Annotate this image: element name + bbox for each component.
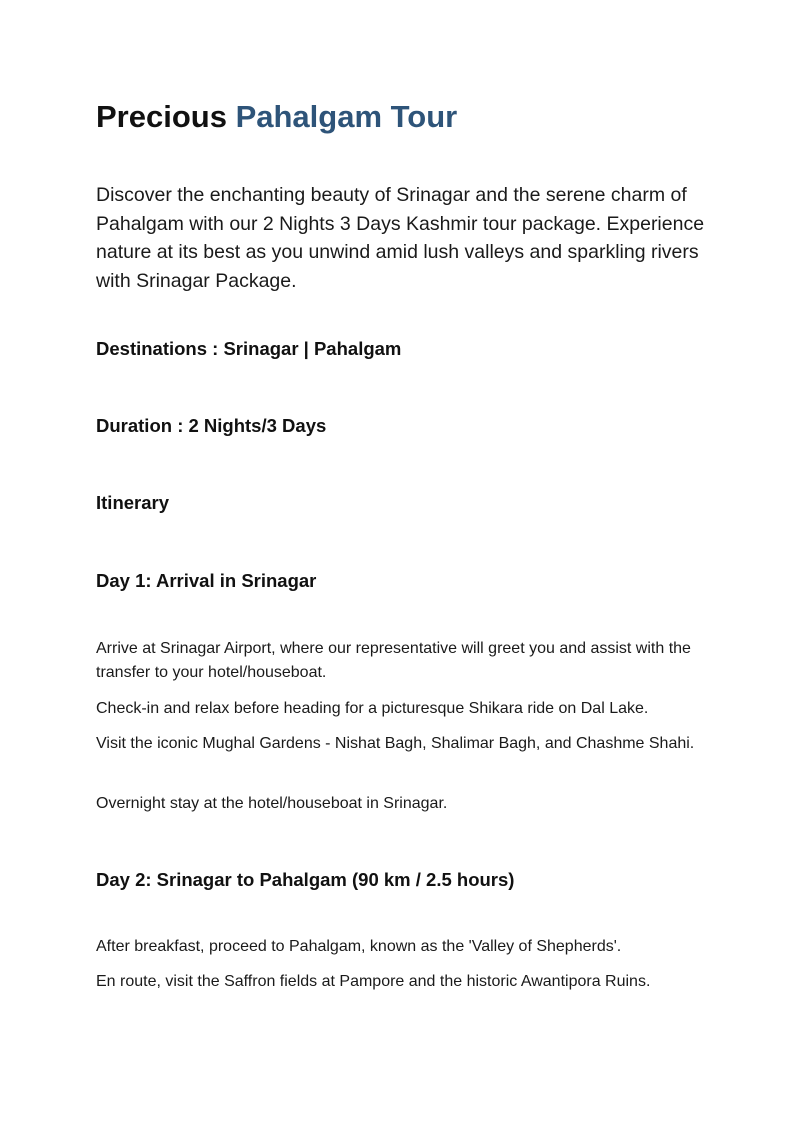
day-1-item: Overnight stay at the hotel/houseboat in Srinagar. [96,795,448,812]
day-1-item: Visit the iconic Mughal Gardens - Nishat Bagh, Shalimar Bagh, and Chashme Shahi. [96,735,695,752]
destinations-heading: Destinations : Srinagar | Pahalgam [96,338,402,359]
day-1-heading: Day 1: Arrival in Srinagar [96,570,317,591]
title-prefix: Precious [96,99,227,134]
title-accent: Pahalgam Tour [235,99,458,134]
duration-heading: Duration : 2 Nights/3 Days [96,415,327,436]
day-1-item: Check-in and relax before heading for a picturesque Shikara ride on Dal Lake. [96,700,649,717]
page-title [96,97,706,137]
day-2-item: After breakfast, proceed to Pahalgam, known as the 'Valley of Shepherds'. [96,938,622,955]
itinerary-heading: Itinerary [96,492,170,513]
intro-paragraph: Discover the enchanting beauty of Srinagar and the serene charm of Pahalgam with our 2 Nights 3 Days Kashmir tour package. Experience nature at its best as you unwind amid lush valleys and sparkling rivers with Srinagar Package. [96,184,705,292]
day-2-item: En route, visit the Saffron fields at Pampore and the historic Awantipora Ruins. [96,973,651,990]
day-2-heading: Day 2: Srinagar to Pahalgam (90 km / 2.5 hours) [96,869,515,890]
day-1-item: Arrive at Srinagar Airport, where our representative will greet you and assist with the transfer to your hotel/houseboat. [96,640,691,681]
